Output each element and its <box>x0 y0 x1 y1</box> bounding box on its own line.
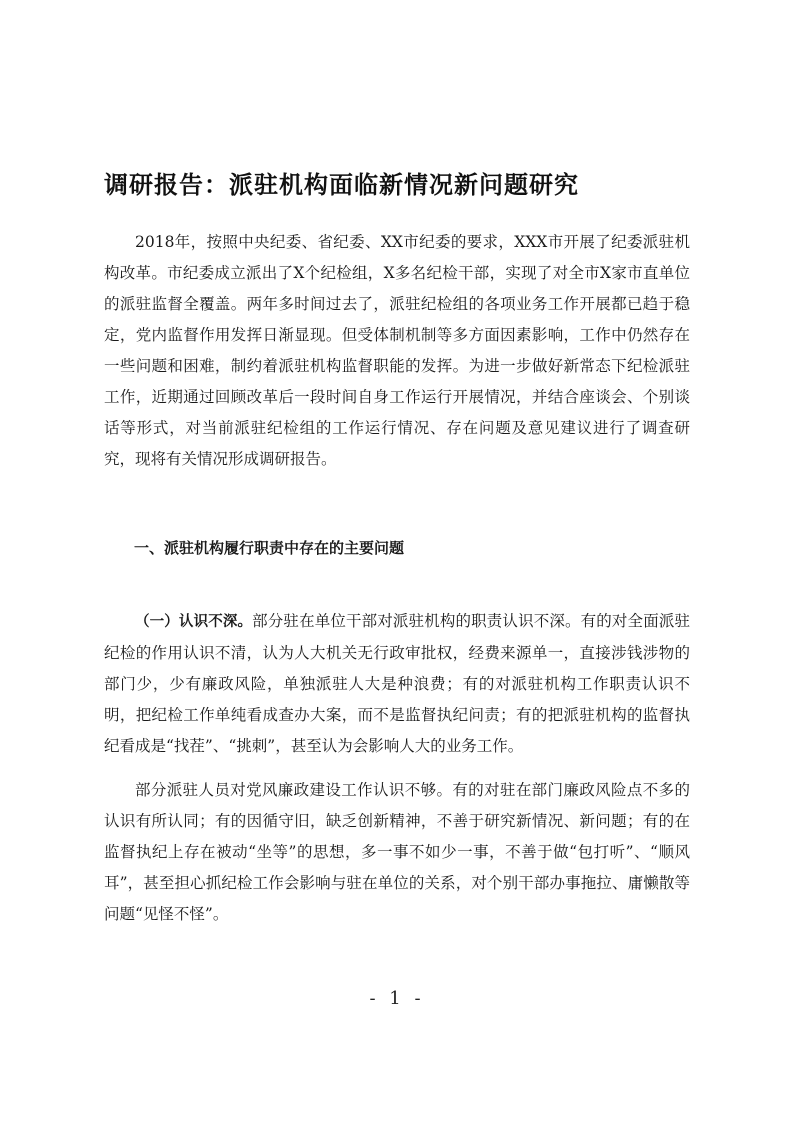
subsection-1-lead: （一）认识不深。 <box>135 614 253 630</box>
page-number: - 1 - <box>369 988 425 1009</box>
subsection-1-text: 部分驻在单位干部对派驻机构的职责认识不深。有的对全面派驻纪检的作用认识不清，认为人大机关无行政审批权，经费来源单一，直接涉钱涉物的部门少，少有廉政风险，单独派驻人大是种浪费；有的对派驻机构工作职责认识不明，把纪检工作单纯看成查办大案，而不是监督执纪问责；有的把派驻机构的监督执纪看成是“找茬”、“挑刺”，甚至认为会影响人大的业务工作。 <box>104 612 690 755</box>
subsection-1-paragraph <box>104 606 690 762</box>
document-title: 调研报告：派驻机构面临新情况新问题研究 <box>104 170 579 199</box>
intro-paragraph: 2018年，按照中央纪委、省纪委、XX市纪委的要求，XXX市开展了纪委派驻机构改革。市纪委成立派出了X个纪检组，X多名纪检干部，实现了对全市X家市直单位的派驻监督全覆盖。两年多时间过去了，派驻纪检组的各项业务工作开展都已趋于稳定，党内监督作用发挥日渐显现。但受体制机制等多方面因素影响，工作中仍然存在一些问题和困难，制约着派驻机构监督职能的发挥。为进一步做好新常态下纪检派驻工作，近期通过回顾改革后一段时间自身工作运行开展情况，并结合座谈会、个别谈话等形式，对当前派驻纪检组的工作运行情况、存在问题及意见建议进行了调查研究，现将有关情况形成调研报告。 <box>104 233 690 468</box>
subsection-1-paragraph-2: 部分派驻人员对党风廉政建设工作认识不够。有的对驻在部门廉政风险点不多的认识有所认同；有的因循守旧，缺乏创新精神，不善于研究新情况、新问题；有的在监督执纪上存在被动“坐等”的思想，多一事不如少一事，不善于做“包打听”、“顺风耳”，甚至担心抓纪检工作会影响与驻在单位的关系，对个别干部办事拖拉、庸懒散等问题“见怪不怪”。 <box>104 781 690 923</box>
section-1-heading: 一、派驻机构履行职责中存在的主要问题 <box>134 539 405 557</box>
